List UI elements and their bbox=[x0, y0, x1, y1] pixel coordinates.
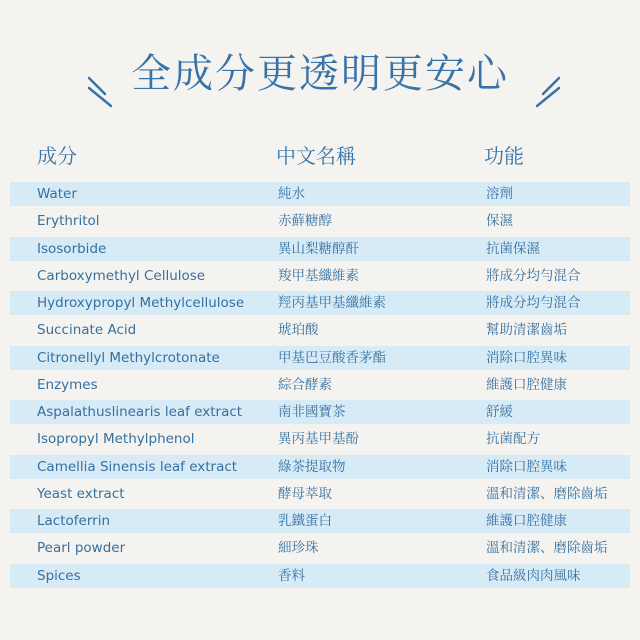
table-row bbox=[10, 427, 630, 451]
ingredient-name-en: Isosorbide bbox=[37, 240, 107, 257]
ingredient-function: 將成分均勻混合 bbox=[486, 267, 581, 284]
ingredient-name-zh: 綠茶提取物 bbox=[278, 458, 346, 475]
ingredient-function: 維護口腔健康 bbox=[486, 376, 567, 393]
ingredient-name-zh: 羧甲基纖維素 bbox=[278, 267, 359, 284]
ingredient-name-en: Yeast extract bbox=[37, 485, 125, 502]
ingredient-name-en: Hydroxypropyl Methylcellulose bbox=[37, 295, 245, 311]
table-row bbox=[10, 373, 630, 397]
table-row bbox=[10, 264, 630, 288]
ingredient-name-zh: 異丙基甲基酚 bbox=[278, 431, 359, 448]
ingredient-function: 食品級肉肉風味 bbox=[486, 567, 581, 584]
ingredient-name-zh: 琥珀酸 bbox=[278, 322, 319, 339]
ingredient-name-zh: 酵母萃取 bbox=[278, 485, 332, 502]
table-row bbox=[10, 400, 630, 424]
ingredient-name-en: Isopropyl Methylphenol bbox=[37, 431, 195, 448]
ingredient-function: 保濕 bbox=[486, 213, 513, 230]
table-row bbox=[10, 182, 630, 206]
ingredient-function: 溫和清潔、磨除齒垢 bbox=[486, 540, 608, 557]
ingredient-function: 舒緩 bbox=[486, 404, 513, 420]
ingredient-name-zh: 香料 bbox=[278, 567, 305, 584]
column-header-chinese-name: 中文名稱 bbox=[276, 144, 356, 168]
table-row bbox=[10, 455, 630, 479]
table-row bbox=[10, 318, 630, 342]
ingredient-function: 消除口腔異味 bbox=[486, 458, 567, 475]
ingredient-name-zh: 綜合酵素 bbox=[278, 376, 332, 393]
ingredient-name-en: Camellia Sinensis leaf extract bbox=[37, 458, 238, 475]
ingredient-function: 維護口腔健康 bbox=[486, 513, 567, 529]
ingredient-name-en: Erythritol bbox=[37, 213, 100, 230]
ingredient-function: 幫助清潔齒垢 bbox=[486, 322, 567, 339]
ingredient-name-zh: 乳鐵蛋白 bbox=[278, 513, 332, 529]
table-header bbox=[0, 140, 640, 172]
ingredient-name-en: Pearl powder bbox=[37, 540, 126, 557]
ingredient-name-en: Spices bbox=[37, 567, 81, 584]
right-accent-lines-icon bbox=[532, 74, 562, 108]
ingredient-function: 抗菌配方 bbox=[486, 431, 540, 448]
ingredient-name-zh: 純水 bbox=[278, 186, 305, 202]
table-row bbox=[10, 482, 630, 506]
ingredient-name-en: Enzymes bbox=[37, 376, 98, 393]
ingredient-name-zh: 赤蘚糖醇 bbox=[278, 213, 332, 230]
ingredient-name-zh: 南非國寶茶 bbox=[278, 404, 346, 420]
ingredient-name-en: Aspalathuslinearis leaf extract bbox=[37, 404, 243, 420]
ingredient-name-zh: 羥丙基甲基纖維素 bbox=[278, 295, 386, 311]
ingredient-table bbox=[10, 182, 630, 591]
ingredient-name-zh: 細珍珠 bbox=[278, 540, 319, 557]
ingredient-name-en: Citronellyl Methylcrotonate bbox=[37, 349, 220, 366]
ingredient-function: 抗菌保濕 bbox=[486, 240, 540, 257]
table-row bbox=[10, 509, 630, 533]
ingredient-name-en: Carboxymethyl Cellulose bbox=[37, 267, 206, 284]
ingredient-name-zh: 甲基巴豆酸香茅酯 bbox=[278, 349, 386, 366]
table-row bbox=[10, 564, 630, 588]
ingredient-function: 消除口腔異味 bbox=[486, 349, 567, 366]
table-row bbox=[10, 237, 630, 261]
ingredient-function: 將成分均勻混合 bbox=[486, 295, 581, 311]
column-header-ingredient: 成分 bbox=[37, 144, 77, 168]
ingredient-function: 溫和清潔、磨除齒垢 bbox=[486, 485, 608, 502]
table-row bbox=[10, 536, 630, 560]
ingredient-function: 溶劑 bbox=[486, 186, 513, 202]
ingredient-name-en: Lactoferrin bbox=[37, 513, 110, 529]
table-row bbox=[10, 209, 630, 233]
column-header-function: 功能 bbox=[484, 144, 524, 168]
ingredient-name-en: Succinate Acid bbox=[37, 322, 137, 339]
ingredient-name-en: Water bbox=[37, 186, 77, 202]
page-title: 全成分更透明更安心 bbox=[131, 51, 509, 97]
table-row bbox=[10, 291, 630, 315]
table-row bbox=[10, 346, 630, 370]
ingredient-name-zh: 異山梨糖醇酐 bbox=[278, 240, 359, 257]
